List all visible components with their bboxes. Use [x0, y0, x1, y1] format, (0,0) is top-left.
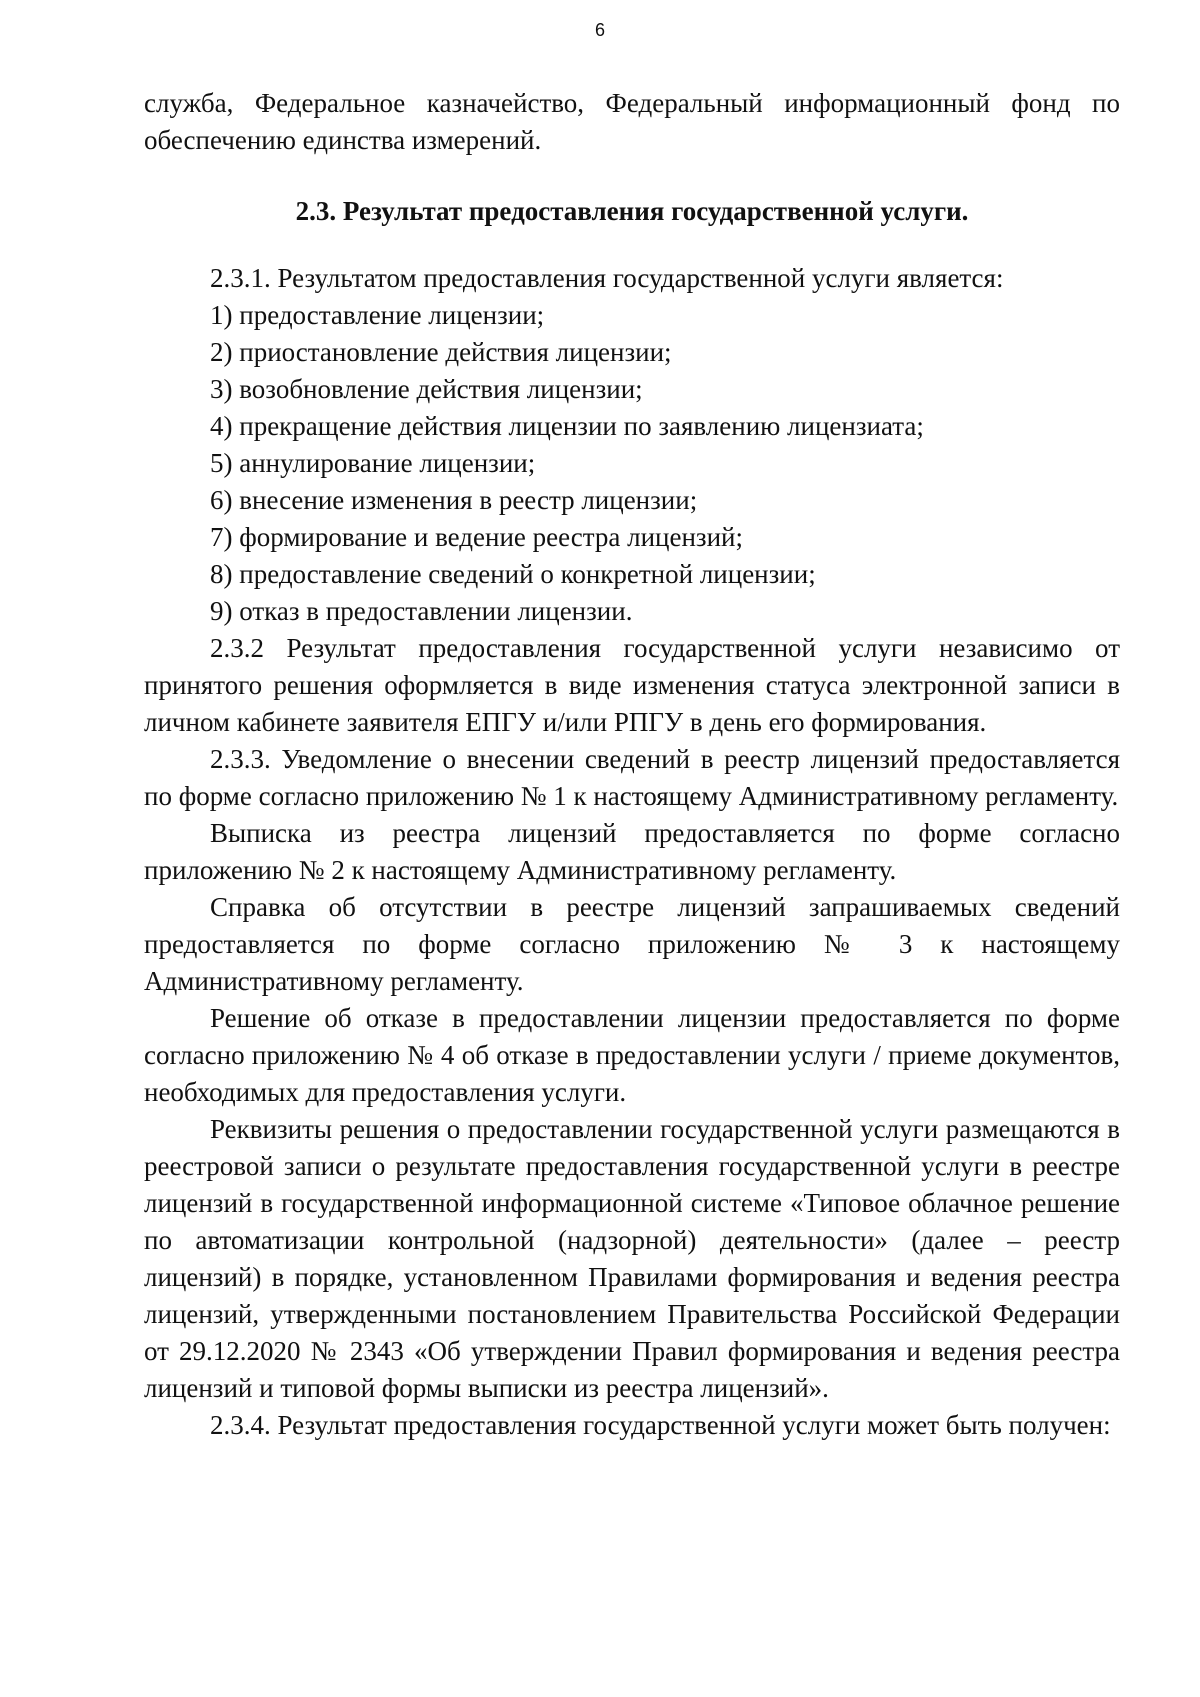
document-body: [144, 85, 1120, 1444]
list-item: 2) приостановление действия лицензии;: [210, 337, 672, 367]
clause-2-3-3: 2.3.3. Уведомление о внесении сведений в реестр лицензий предоставляется по форме согласно приложению № 1 к настоящему Административному регламенту.: [144, 744, 1120, 811]
clause-2-3-1: 2.3.1. Результатом предоставления государственной услуги является:: [210, 263, 1004, 293]
refusal-paragraph: Решение об отказе в предоставлении лицензии предоставляется по форме согласно приложению № 4 об отказе в предоставлении услуги / приеме документов, необходимых для предоставления услуги.: [144, 1003, 1120, 1107]
list-item: 6) внесение изменения в реестр лицензии;: [210, 485, 698, 515]
list-item: 3) возобновление действия лицензии;: [210, 374, 643, 404]
requisites-paragraph: Реквизиты решения о предоставлении государственной услуги размещаются в реестровой записи о результате предоставления государственной услуги в реестре лицензий в государственной информационной системе «Типовое облачное решение по автоматизации контрольной (надзорной) деятельности» (далее – реестр лицензий) в порядке, установленном Правилами формирования и ведения реестра лицензий, утвержденными постановлением Правительства Российской Федерации от 29.12.2020 № 2343 «Об утверждении Правил формирования и ведения реестра лицензий и типовой формы выписки из реестра лицензий».: [144, 1114, 1120, 1403]
list-item: 8) предоставление сведений о конкретной лицензии;: [210, 559, 816, 589]
list-item: 4) прекращение действия лицензии по заявлению лицензиата;: [210, 411, 924, 441]
list-item: 7) формирование и ведение реестра лицензий;: [210, 522, 743, 552]
list-item: 5) аннулирование лицензии;: [210, 448, 536, 478]
extract-paragraph: Выписка из реестра лицензий предоставляется по форме согласно приложению № 2 к настоящему Административному регламенту.: [144, 818, 1120, 885]
results-list: [144, 297, 1120, 630]
list-item: 9) отказ в предоставлении лицензии.: [210, 596, 633, 626]
certificate-paragraph: Справка об отсутствии в реестре лицензий запрашиваемых сведений предоставляется по форме согласно приложению № 3 к настоящему Административному регламенту.: [144, 892, 1120, 996]
intro-paragraph: служба, Федеральное казначейство, Федеральный информационный фонд по обеспечению единства измерений.: [144, 88, 1120, 155]
page-number: 6: [594, 20, 605, 40]
section-heading: 2.3. Результат предоставления государственной услуги.: [295, 196, 969, 226]
clause-2-3-4: 2.3.4. Результат предоставления государственной услуги может быть получен:: [210, 1410, 1111, 1440]
list-item: 1) предоставление лицензии;: [210, 300, 545, 330]
clause-2-3-2: 2.3.2 Результат предоставления государственной услуги независимо от принятого решения оформляется в виде изменения статуса электронной записи в личном кабинете заявителя ЕПГУ и/или РПГУ в день его формирования.: [144, 633, 1120, 737]
